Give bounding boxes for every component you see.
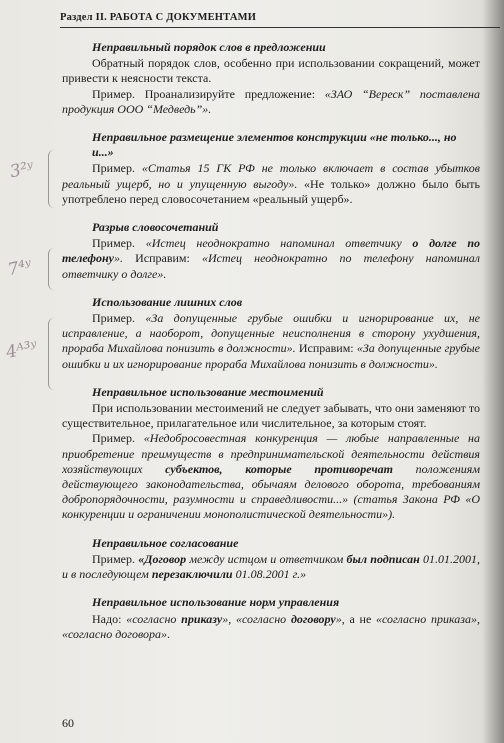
section-title: Неправильный порядок слов в предложении xyxy=(92,40,326,54)
example-text: положениям действующего законодательства, обычаям делового оборота, требованиям добропорядочности, разумности и справедливости...» (статья Закона РФ «О конкуренции и ограничении монополистической деятельности»). xyxy=(62,461,480,522)
example-emphasis: договору xyxy=(290,611,336,626)
section-agreement xyxy=(62,536,480,583)
section-word-order xyxy=(62,40,480,117)
example-text: », «согласно xyxy=(222,611,291,626)
example-lead: Пример. xyxy=(92,311,146,326)
section-title: Неправильное использование местоимений xyxy=(92,384,324,399)
example-text: » xyxy=(335,611,342,626)
header-rule xyxy=(60,27,500,28)
example-lead: Пример. xyxy=(92,236,146,251)
example-text: «За допущенные грубые ошибки и игнорирование их, не исправление, а наоборот, допущенные неисполнения в сторону ухудшения, прораба Михайлова понизить в должности». xyxy=(62,311,480,356)
section-paragraph: При использовании местоимений не следует забывать, что они заменяют то существительное, прилагательное или числительное, за которым стоят. xyxy=(62,401,480,431)
page-number: 60 xyxy=(62,716,74,730)
section-government-norms xyxy=(62,595,480,642)
example-emphasis: субъектов, которые противоречат xyxy=(165,461,394,476)
running-head: Раздел II. РАБОТА С ДОКУМЕНТАМИ xyxy=(60,12,257,23)
page-content xyxy=(62,40,480,655)
example-emphasis: о долге по телефону xyxy=(62,236,480,266)
section-example xyxy=(62,311,480,372)
section-example xyxy=(62,612,480,642)
section-construction xyxy=(62,130,480,207)
handwritten-note-2: 7⁴ʸ xyxy=(6,255,34,281)
example-lead: Пример. Проанализируйте предложение: xyxy=(92,86,325,101)
section-example xyxy=(62,161,480,207)
example-text: «Статья 15 ГК РФ не только включает в состав убытков реальный ущерб, но и упущенную выгоду». xyxy=(62,161,480,191)
example-lead: Надо: xyxy=(92,611,127,626)
example-punct: . xyxy=(167,626,171,641)
example-emphasis: «Договор xyxy=(138,551,187,566)
example-fix-text: «За допущенные грубые ошибки и их игнорирование прораба Михайлова понизить в должности». xyxy=(62,341,480,371)
example-text: «Истец неоднократно напоминал ответчику xyxy=(145,236,413,251)
example-lead: Пример. xyxy=(92,161,142,176)
section-title: Использование лишних слов xyxy=(92,294,243,309)
handwritten-note-1: 3²ʸ xyxy=(8,157,36,183)
section-pronouns xyxy=(62,385,480,523)
example-lead: Пример. xyxy=(92,431,144,446)
example-emphasis: был подписан xyxy=(346,551,420,566)
example-fix-lead: Исправим: xyxy=(122,251,203,266)
example-text: «согласно xyxy=(126,611,182,626)
example-comment: «Не только» должно было быть употреблено перед словосочетанием «реальный ущерб». xyxy=(62,176,480,206)
example-fix-lead: Исправим: xyxy=(295,341,357,356)
section-example xyxy=(62,87,480,117)
section-extra-words xyxy=(62,295,480,372)
example-text: «согласно приказа», «согласно договора» xyxy=(62,611,480,641)
section-title: Неправильное размещение элементов конструкции «не только..., но и...» xyxy=(92,130,457,160)
example-text: между истцом и ответчиком xyxy=(186,551,347,566)
section-example xyxy=(62,552,480,582)
example-emphasis: приказу xyxy=(181,611,223,626)
handwritten-bracket-2 xyxy=(48,248,57,290)
example-emphasis: перезаключили xyxy=(151,567,233,582)
book-spine-shadow xyxy=(482,0,504,743)
section-title: Разрыв словосочетаний xyxy=(92,220,219,235)
example-text: «ЗАО “Вереск” поставлена продукция ООО “Медведь”». xyxy=(62,86,481,116)
section-title: Неправильное согласование xyxy=(92,535,239,550)
section-example xyxy=(62,431,480,522)
section-example xyxy=(62,236,480,282)
example-text: ». xyxy=(113,251,123,266)
handwritten-note-3: 4ᴬ³ʸ xyxy=(4,336,40,364)
example-text: 01.08.2001 г.» xyxy=(232,567,307,582)
example-text: «Недобросовестная конкуренция — любые направленные на приобретение преимуществ в предпринимательской деятельности действия хозяйствующих xyxy=(62,431,480,476)
section-paragraph: Обратный порядок слов, особенно при использовании сокращений, может привести к неясности текста. xyxy=(62,56,480,86)
example-connector: , а не xyxy=(341,611,377,626)
handwritten-bracket-3 xyxy=(48,318,57,390)
example-fix-text: «Истец неоднократно по телефону напоминал ответчику о долге». xyxy=(62,251,481,281)
example-text: 01.01.2001, и в последующем xyxy=(62,551,481,582)
section-phrase-break xyxy=(62,220,480,282)
section-title: Неправильное использование норм управления xyxy=(92,595,340,610)
handwritten-bracket-1 xyxy=(48,150,57,208)
example-lead: Пример. xyxy=(92,551,139,566)
